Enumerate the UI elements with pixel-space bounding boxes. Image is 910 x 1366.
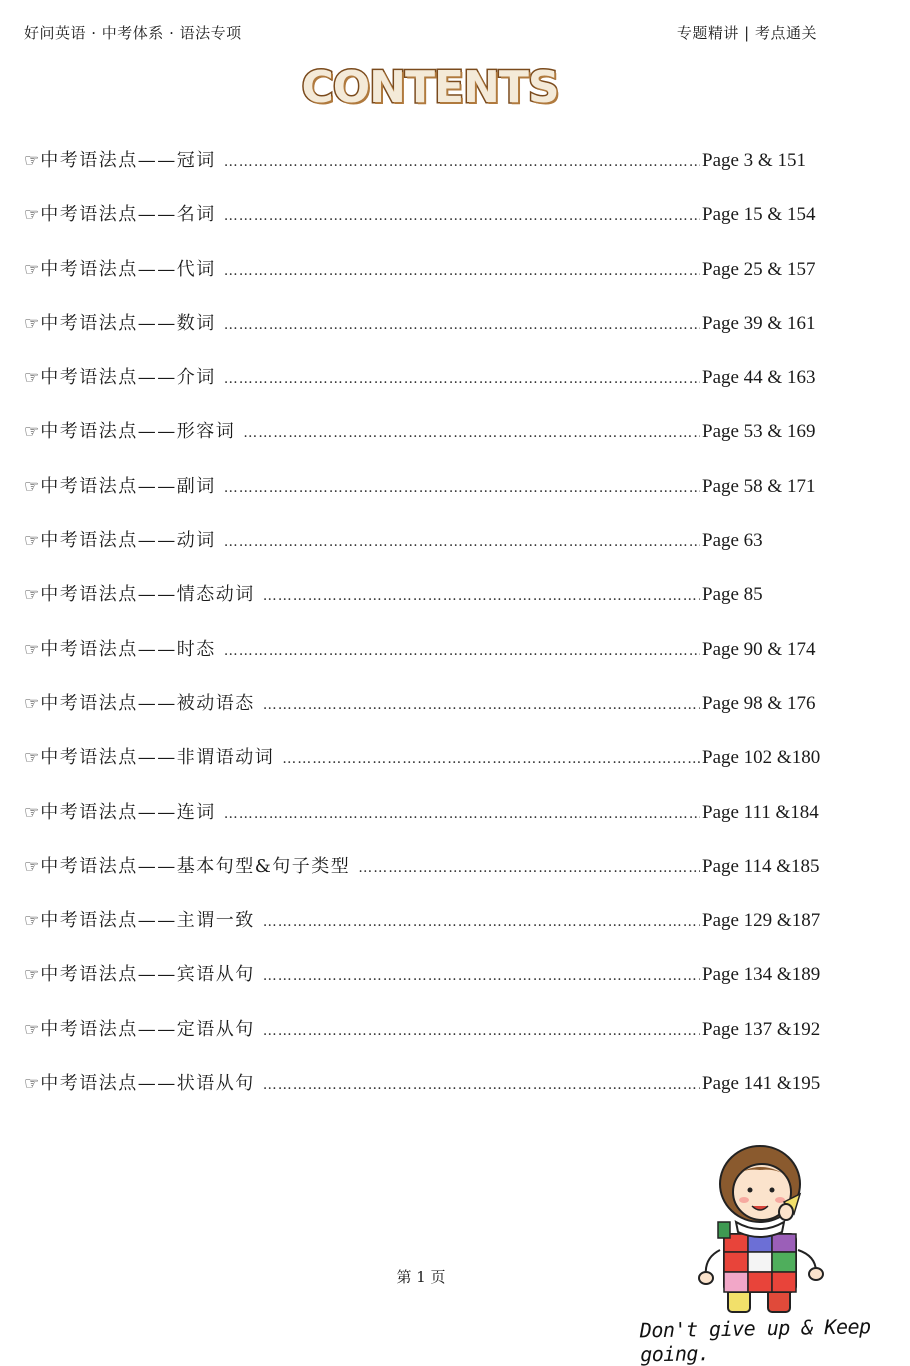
header-left-text: 好问英语 · 中考体系 · 语法专项 xyxy=(24,24,242,42)
toc-entry[interactable] xyxy=(24,472,824,526)
table-of-contents xyxy=(24,146,824,1123)
pointing-hand-icon: ☞ xyxy=(24,259,40,280)
toc-entry-label: 中考语法点——冠词 xyxy=(40,150,216,171)
toc-entry[interactable] xyxy=(24,309,824,363)
toc-leader-dots xyxy=(263,1077,700,1093)
toc-entry[interactable] xyxy=(24,580,824,634)
toc-leader-dots xyxy=(263,914,700,930)
toc-entry-label: 中考语法点——连词 xyxy=(40,801,216,823)
toc-leader-dots xyxy=(224,643,700,659)
toc-entry-label: 中考语法点——数词 xyxy=(40,312,216,334)
toc-entry[interactable] xyxy=(24,798,824,852)
toc-entry-page: Page 90 & 174 xyxy=(702,638,816,660)
toc-leader-dots xyxy=(263,968,700,984)
toc-leader-dots xyxy=(282,751,700,767)
toc-entry[interactable] xyxy=(24,363,824,417)
pointing-hand-icon: ☞ xyxy=(24,313,40,334)
toc-entry-page: Page 137 &192 xyxy=(702,1018,821,1040)
contents-title: CONTENTS xyxy=(301,62,559,113)
pointing-hand-icon: ☞ xyxy=(24,585,40,606)
toc-entry-page: Page 134 &189 xyxy=(702,964,821,986)
toc-entry-label: 中考语法点——主谓一致 xyxy=(40,910,255,932)
pointing-hand-icon: ☞ xyxy=(24,911,40,932)
toc-entry[interactable] xyxy=(24,200,824,254)
pointing-hand-icon: ☞ xyxy=(24,476,40,497)
toc-entry-page: Page 58 & 171 xyxy=(702,475,816,497)
pointing-hand-icon: ☞ xyxy=(24,1074,40,1095)
toc-leader-dots xyxy=(263,697,700,713)
pointing-hand-icon: ☞ xyxy=(24,531,40,552)
motivational-slogan: Don't give up & Keep going. xyxy=(639,1314,871,1366)
toc-entry-page: Page 53 & 169 xyxy=(702,421,816,443)
toc-entry[interactable] xyxy=(24,635,824,689)
pointing-hand-icon: ☞ xyxy=(24,965,40,986)
toc-leader-dots xyxy=(224,534,700,550)
toc-entry-label: 中考语法点——代词 xyxy=(40,258,216,280)
toc-entry[interactable] xyxy=(24,743,824,797)
toc-entry-label: 中考语法点——介词 xyxy=(40,367,216,389)
toc-entry[interactable] xyxy=(24,689,824,743)
toc-entry-label: 中考语法点——副词 xyxy=(40,475,216,497)
toc-entry[interactable] xyxy=(24,960,824,1014)
pointing-hand-icon: ☞ xyxy=(24,422,40,443)
toc-leader-dots xyxy=(224,480,700,496)
toc-entry-label: 中考语法点——名词 xyxy=(40,204,216,226)
toc-entry-page: Page 102 &180 xyxy=(702,747,821,769)
toc-leader-dots xyxy=(263,1023,700,1039)
toc-entry-label: 中考语法点——状语从句 xyxy=(40,1073,255,1095)
pointing-hand-icon: ☞ xyxy=(24,693,40,714)
toc-entry-page: Page 141 &195 xyxy=(702,1073,821,1095)
toc-entry-page: Page 98 & 176 xyxy=(702,692,816,714)
toc-entry[interactable] xyxy=(24,526,824,580)
toc-entry-page: Page 129 &187 xyxy=(702,910,821,932)
toc-entry-page: Page 44 & 163 xyxy=(702,367,816,389)
toc-entry-label: 中考语法点——时态 xyxy=(40,638,216,660)
toc-entry[interactable] xyxy=(24,906,824,960)
toc-entry-label: 中考语法点——宾语从句 xyxy=(40,964,255,986)
pointing-hand-icon: ☞ xyxy=(24,368,40,389)
toc-entry-page: Page 25 & 157 xyxy=(702,258,816,280)
pointing-hand-icon: ☞ xyxy=(24,1019,40,1040)
toc-entry[interactable] xyxy=(24,146,824,200)
pointing-hand-icon: ☞ xyxy=(24,802,40,823)
toc-entry[interactable] xyxy=(24,852,824,906)
toc-entry-label: 中考语法点——形容词 xyxy=(40,421,236,443)
pointing-hand-icon: ☞ xyxy=(24,639,40,660)
pointing-hand-icon: ☞ xyxy=(24,205,40,226)
toc-entry[interactable] xyxy=(24,1069,824,1123)
pointing-hand-icon: ☞ xyxy=(24,856,40,877)
toc-entry[interactable] xyxy=(24,417,824,471)
toc-leader-dots xyxy=(224,263,700,279)
page-number: 第 1 页 xyxy=(396,1268,446,1286)
toc-entry-page: Page 63 xyxy=(702,530,763,552)
toc-entry-label: 中考语法点——情态动词 xyxy=(40,584,255,606)
toc-entry-label: 中考语法点——非谓语动词 xyxy=(40,747,275,769)
toc-leader-dots xyxy=(224,154,700,170)
toc-leader-dots xyxy=(224,317,700,333)
toc-leader-dots xyxy=(358,860,700,876)
toc-entry[interactable] xyxy=(24,255,824,309)
toc-entry[interactable] xyxy=(24,1015,824,1069)
toc-leader-dots xyxy=(224,806,700,822)
cartoon-child-illustration xyxy=(690,1138,840,1316)
toc-entry-label: 中考语法点——动词 xyxy=(40,530,216,552)
toc-leader-dots xyxy=(243,425,700,441)
toc-entry-label: 中考语法点——基本句型&句子类型 xyxy=(40,855,351,877)
header-right-text: 专题精讲 | 考点通关 xyxy=(676,24,817,42)
toc-entry-page: Page 39 & 161 xyxy=(702,312,816,334)
toc-entry-label: 中考语法点——定语从句 xyxy=(40,1018,255,1040)
pointing-hand-icon: ☞ xyxy=(24,748,40,769)
toc-entry-page: Page 3 & 151 xyxy=(702,150,806,171)
toc-leader-dots xyxy=(263,588,700,604)
toc-entry-page: Page 85 xyxy=(702,584,763,606)
toc-leader-dots xyxy=(224,371,700,387)
toc-entry-label: 中考语法点——被动语态 xyxy=(40,692,255,714)
toc-entry-page: Page 15 & 154 xyxy=(702,204,816,226)
toc-entry-page: Page 111 &184 xyxy=(702,801,819,823)
toc-entry-page: Page 114 &185 xyxy=(702,855,820,877)
toc-leader-dots xyxy=(224,208,700,224)
pointing-hand-icon: ☞ xyxy=(24,151,40,171)
